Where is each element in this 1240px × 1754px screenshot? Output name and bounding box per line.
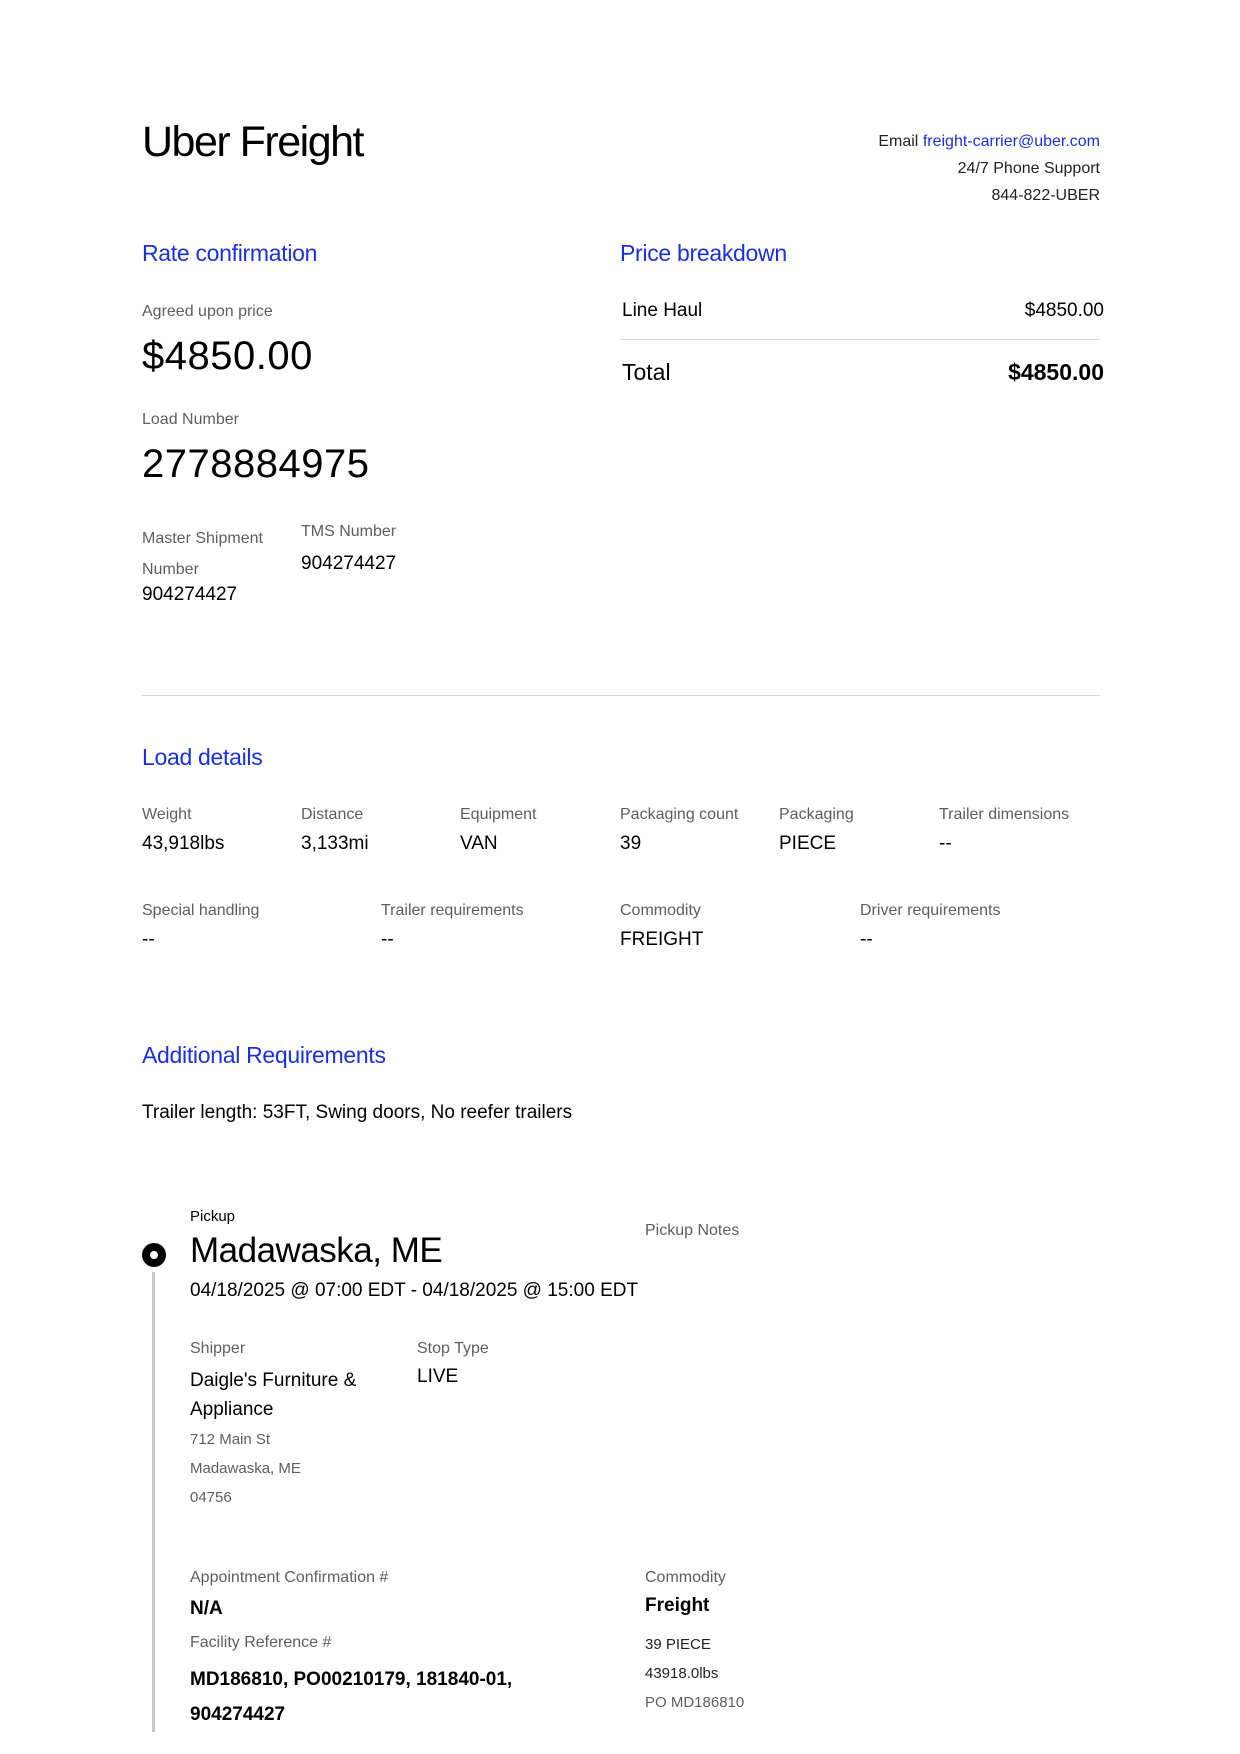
facility-reference-label: Facility Reference # bbox=[190, 1634, 332, 1651]
email-line bbox=[878, 128, 1100, 155]
master-shipment-label-line2: Number bbox=[142, 561, 199, 578]
commodity-field bbox=[620, 902, 703, 951]
line-haul-row bbox=[622, 300, 1104, 322]
stop-type-label: Stop Type bbox=[417, 1340, 489, 1357]
agreed-price-label: Agreed upon price bbox=[142, 303, 273, 320]
additional-requirements-title: Additional Requirements bbox=[142, 1042, 386, 1068]
packaging-count-field bbox=[620, 806, 738, 855]
pickup-window: 04/18/2025 @ 07:00 EDT - 04/18/2025 @ 15:00 EDT bbox=[190, 1280, 639, 1301]
pickup-commodity-name: Freight bbox=[645, 1595, 710, 1616]
facility-reference-line2: 904274427 bbox=[190, 1704, 286, 1725]
field-label: Equipment bbox=[460, 806, 537, 823]
field-label: Packaging count bbox=[620, 806, 739, 823]
field-value: FREIGHT bbox=[620, 929, 704, 950]
pickup-label: Pickup bbox=[190, 1208, 236, 1225]
total-amount: $4850.00 bbox=[1008, 359, 1104, 385]
additional-requirements-text: Trailer length: 53FT, Swing doors, No reefer trailers bbox=[142, 1102, 573, 1123]
distance-field bbox=[301, 806, 369, 855]
load-number-label: Load Number bbox=[142, 411, 239, 428]
field-label: Distance bbox=[301, 806, 364, 823]
pickup-stop-marker-icon bbox=[142, 1243, 166, 1267]
line-haul-amount: $4850.00 bbox=[1024, 300, 1104, 321]
commodity-po: PO MD186810 bbox=[645, 1694, 745, 1711]
field-value: -- bbox=[381, 929, 394, 950]
facility-reference-value bbox=[190, 1662, 512, 1732]
commodity-count: 39 PIECE bbox=[645, 1636, 711, 1653]
section-divider bbox=[142, 695, 1100, 696]
uber-freight-logo: Uber Freight bbox=[142, 118, 363, 166]
field-label: Commodity bbox=[620, 902, 701, 919]
field-label: Driver requirements bbox=[860, 902, 1001, 919]
field-label: Trailer requirements bbox=[381, 902, 524, 919]
tms-number-value: 904274427 bbox=[301, 553, 397, 574]
field-label: Packaging bbox=[779, 806, 854, 823]
master-shipment-number: 904274427 bbox=[142, 584, 238, 605]
shipper-address bbox=[190, 1425, 301, 1512]
field-value: -- bbox=[939, 833, 952, 854]
stop-type-value: LIVE bbox=[417, 1366, 459, 1387]
shipper-name bbox=[190, 1366, 356, 1424]
appointment-confirmation-label: Appointment Confirmation # bbox=[190, 1569, 389, 1586]
field-value: 43,918lbs bbox=[142, 833, 225, 854]
field-value: 3,133mi bbox=[301, 833, 369, 854]
line-haul-label: Line Haul bbox=[622, 300, 703, 321]
email-label: Email bbox=[878, 133, 919, 150]
load-number-value: 2778884975 bbox=[142, 442, 370, 486]
contact-block bbox=[878, 128, 1100, 209]
weight-field bbox=[142, 806, 224, 855]
equipment-field bbox=[460, 806, 537, 855]
appointment-confirmation-value: N/A bbox=[190, 1598, 223, 1619]
address-line3: 04756 bbox=[190, 1489, 232, 1506]
packaging-field bbox=[779, 806, 854, 855]
pickup-city: Madawaska, ME bbox=[190, 1231, 443, 1270]
field-value: -- bbox=[860, 929, 873, 950]
pickup-notes-label: Pickup Notes bbox=[645, 1222, 740, 1239]
price-divider bbox=[620, 339, 1100, 340]
shipper-name-line1: Daigle's Furniture & bbox=[190, 1370, 357, 1391]
address-line2: Madawaska, ME bbox=[190, 1460, 301, 1477]
master-shipment-label-line1: Master Shipment bbox=[142, 530, 263, 547]
address-line1: 712 Main St bbox=[190, 1431, 271, 1448]
driver-requirements-field bbox=[860, 902, 1000, 951]
trailer-requirements-field bbox=[381, 902, 524, 951]
total-label: Total bbox=[622, 359, 671, 385]
stop-timeline-line bbox=[152, 1272, 155, 1732]
trailer-dimensions-field bbox=[939, 806, 1069, 855]
agreed-price-value: $4850.00 bbox=[142, 334, 313, 378]
total-row bbox=[622, 359, 1104, 386]
field-label: Trailer dimensions bbox=[939, 806, 1070, 823]
special-handling-field bbox=[142, 902, 259, 951]
tms-number-label: TMS Number bbox=[301, 523, 397, 540]
commodity-weight: 43918.0lbs bbox=[645, 1665, 719, 1682]
field-value: PIECE bbox=[779, 833, 837, 854]
master-shipment-label bbox=[142, 523, 263, 585]
pickup-commodity-label: Commodity bbox=[645, 1569, 726, 1586]
email-link[interactable]: freight-carrier@uber.com bbox=[922, 133, 1100, 150]
phone-support-label: 24/7 Phone Support bbox=[957, 160, 1100, 177]
field-value: 39 bbox=[620, 833, 642, 854]
field-label: Weight bbox=[142, 806, 192, 823]
shipper-name-line2: Appliance bbox=[190, 1399, 274, 1420]
field-label: Special handling bbox=[142, 902, 260, 919]
facility-reference-line1: MD186810, PO00210179, 181840-01, bbox=[190, 1669, 513, 1690]
load-details-title: Load details bbox=[142, 744, 263, 770]
field-value: -- bbox=[142, 929, 155, 950]
rate-confirmation-title: Rate confirmation bbox=[142, 240, 318, 266]
price-breakdown-title: Price breakdown bbox=[620, 240, 787, 266]
phone-number: 844-822-UBER bbox=[991, 187, 1100, 204]
shipper-label: Shipper bbox=[190, 1340, 246, 1357]
field-value: VAN bbox=[460, 833, 498, 854]
pickup-commodity-details bbox=[645, 1630, 744, 1717]
